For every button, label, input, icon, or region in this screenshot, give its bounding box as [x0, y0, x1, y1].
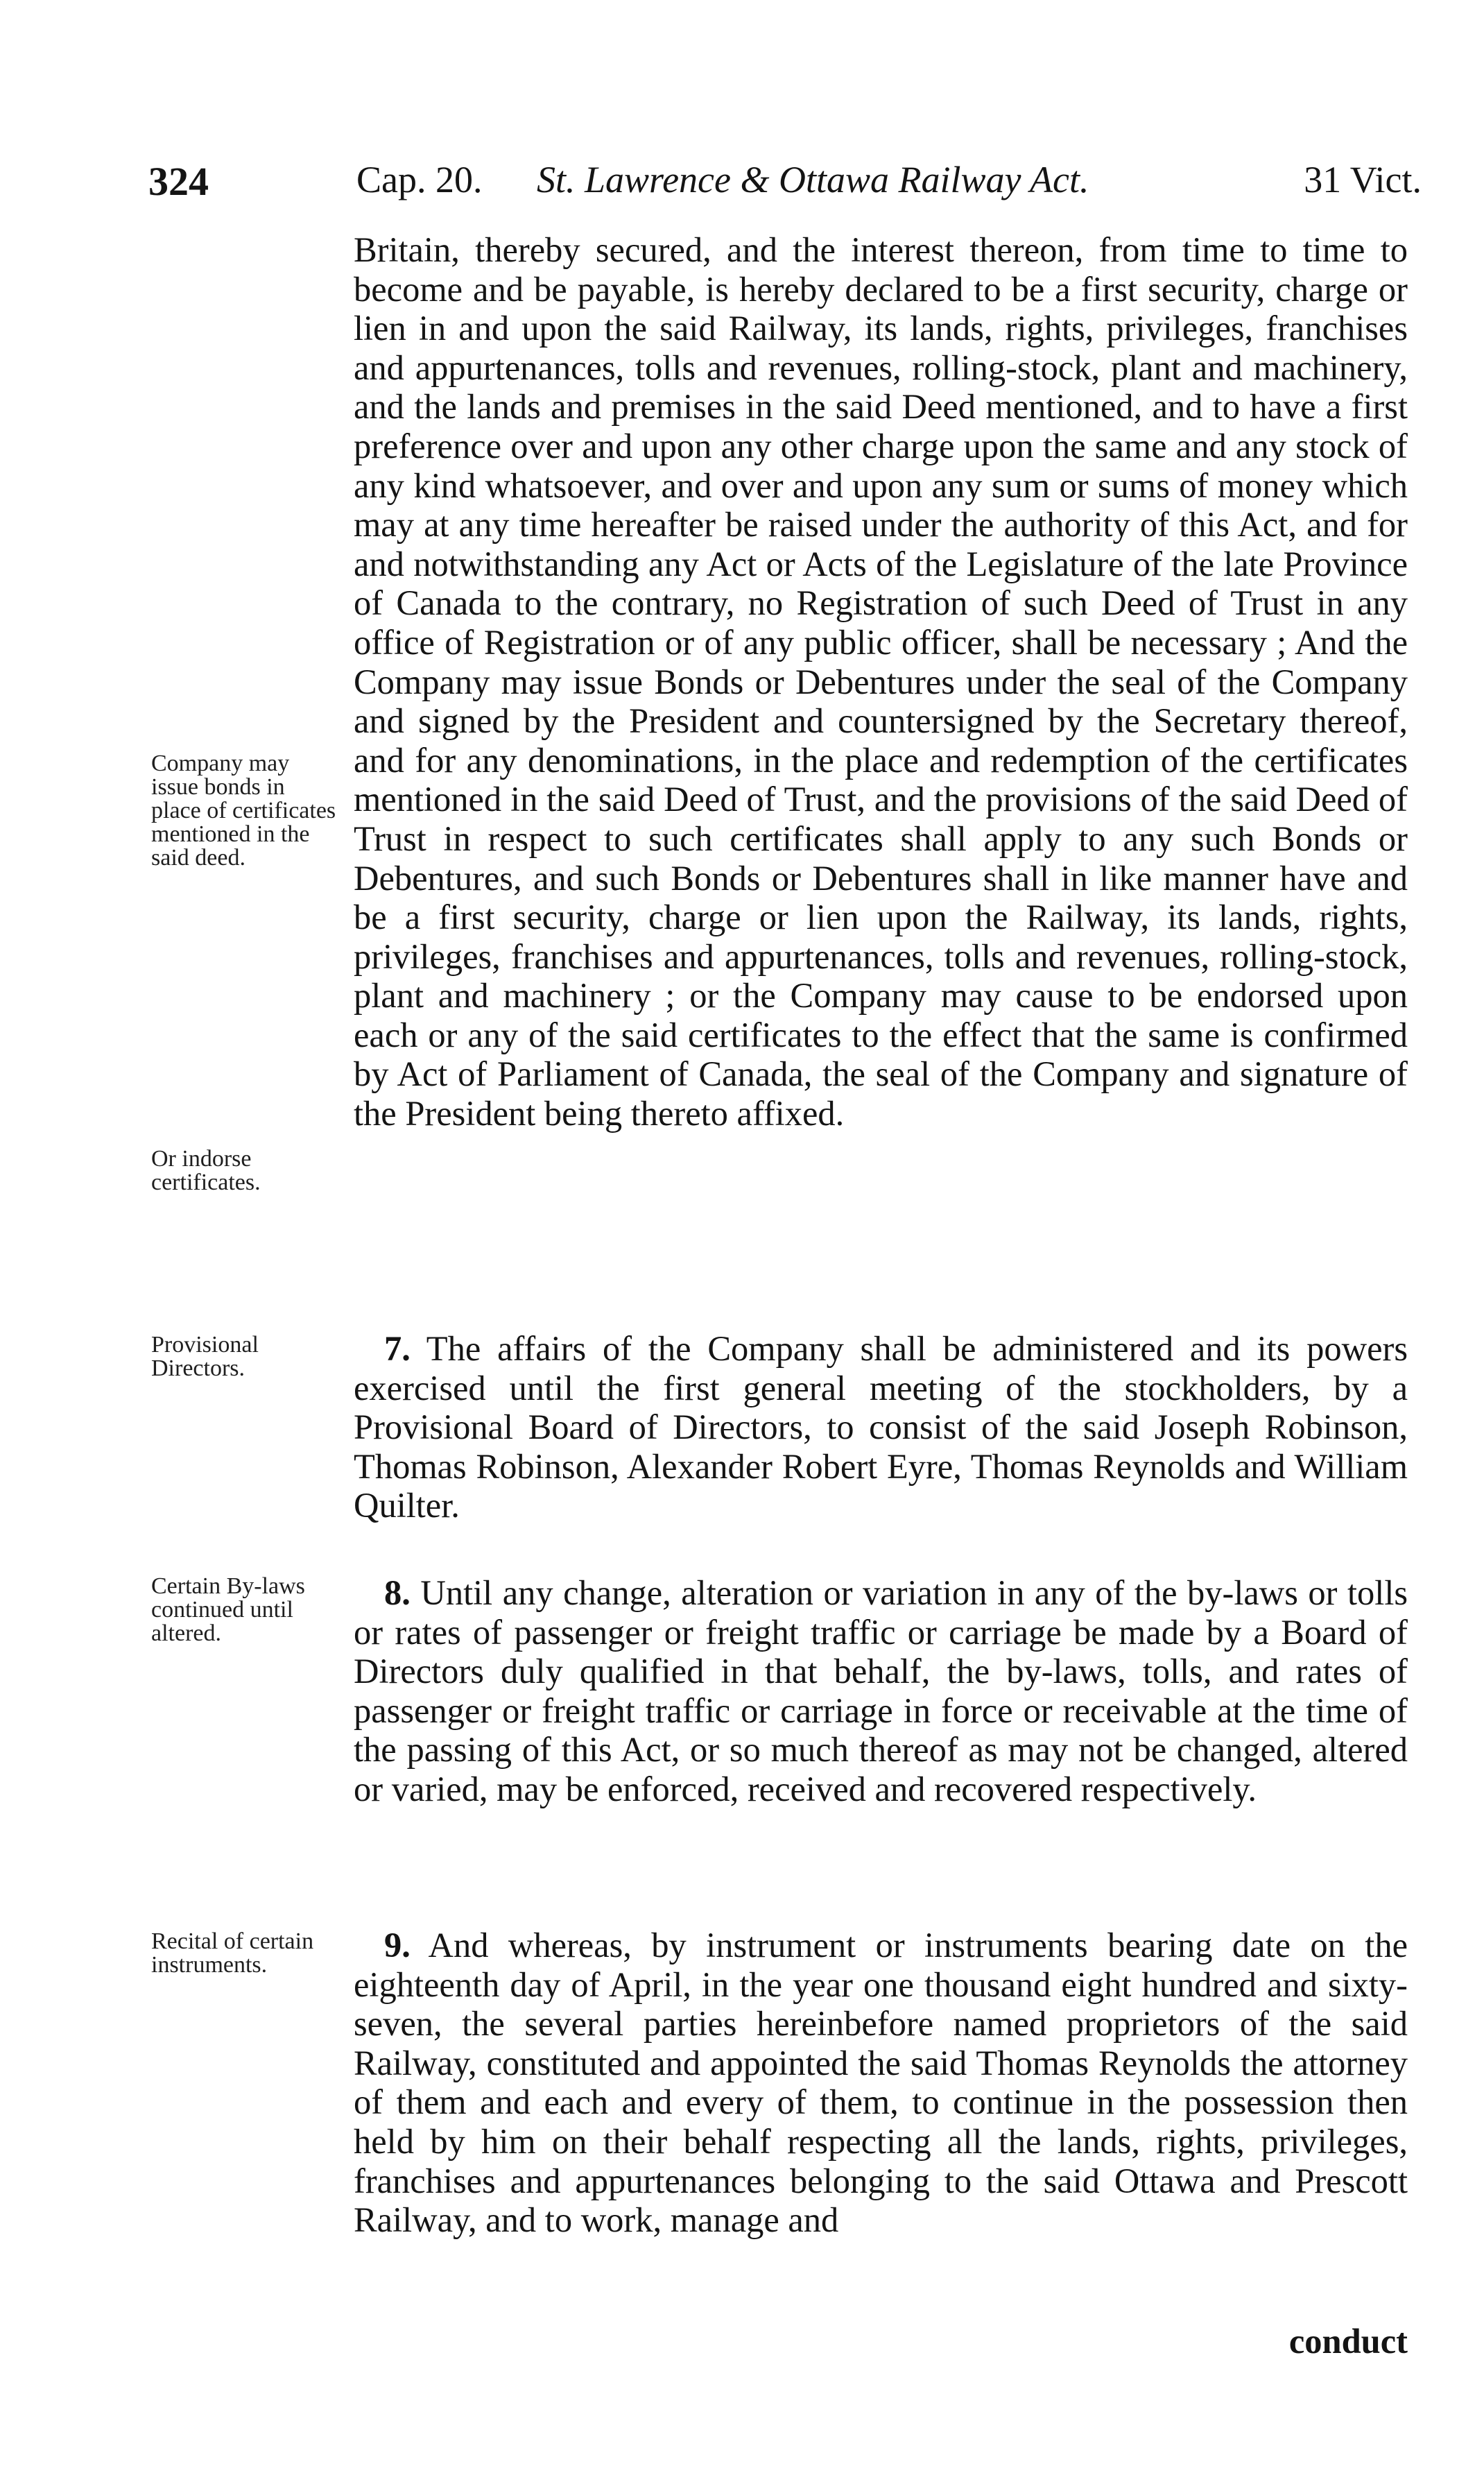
regnal-year: 31 Vict. — [1304, 159, 1422, 200]
page-number: 324 — [148, 159, 209, 204]
section-text: The affairs of the Company shall be administered and its powers exercised until the first general meeting of the stockholders, by a Provisional Board of Directors, to consist of the said Joseph Robinson, Thomas Robinson, Alexander Robert Eyre, Thomas Reynolds and William Quilter. — [354, 1329, 1408, 1525]
margin-note-bylaws: Certain By-laws continued until altered. — [151, 1573, 305, 1646]
margin-note-indorse: Or indorse certificates. — [151, 1146, 261, 1195]
section-text: And whereas, by instrument or instruments bearing date on the eighteenth day of April, in the year one thousand eight hundred and sixty-seven, the several parties hereinbefore named proprietors of the said Railway, constituted and appointed the said Thomas Reynolds the attorney of them and each and every of them, to continue in the possession then held by him on their behalf respecting all the lands, rights, privileges, franchises and appurtenances belonging to the said Ottawa and Prescott Railway, and to work, manage and — [354, 1926, 1408, 2240]
section-number: 8. — [384, 1573, 411, 1612]
margin-note-directors: Provisional Directors. — [151, 1332, 259, 1381]
margin-note-recital: Recital of certain instruments. — [151, 1928, 314, 1978]
section-9 — [354, 1926, 1408, 2240]
section-7 — [354, 1329, 1408, 1525]
section-8 — [354, 1573, 1408, 1809]
opening-paragraph — [354, 230, 1408, 1133]
margin-note-bonds: Company may issue bonds in place of certificates mentioned in the said deed. — [151, 751, 336, 871]
section-text: Until any change, alteration or variation in any of the by-laws or tolls or rates of passenger or freight traffic or carriage be made by a Board of Directors duly qualified in that behalf, the by-laws, tolls, and rates of passenger or freight traffic or carriage in force or receivable at the time of the passing of this Act, or so much thereof as may not be changed, altered or varied, may be enforced, received and recovered respectively. — [354, 1573, 1408, 1808]
opening-paragraph-text: Britain, thereby secured, and the interest thereon, from time to time to become and be payable, is hereby declared to be a first security, charge or lien in and upon the said Railway, its lands, rights, privileges, franchises and appurtenances, tolls and revenues, rolling-stock, plant and machinery, and the lands and premises in the said Deed mentioned, and to have a first preference over and upon any other charge upon the same and any stock of any kind whatsoever, and over and upon any sum or sums of money which may at any time hereafter be raised under the authority of this Act, and for and notwithstanding any Act or Acts of the Legislature of the late Province of Canada to the contrary, no Registration of such Deed of Trust in any office of Registration or of any public officer, shall be necessary ; And the Company may issue Bonds or Debentures under the seal of the Company and signed by the President and countersigned by the Secretary thereof, and for any denominations, in the place and redemption of the certificates mentioned in the said Deed of Trust, and the provisions of the said Deed of Trust in respect to such certificates shall apply to any such Bonds or Debentures, and such Bonds or Debentures shall in like manner have and be a first security, charge or lien upon the Railway, its lands, rights, privileges, franchises and appurtenances, tolls and revenues, rolling-stock, plant and machinery ; or the Company may cause to be endorsed upon each or any of the said certificates to the effect that the same is confirmed by Act of Parliament of Canada, the seal of the Company and signature of the President being thereto affixed. — [354, 230, 1408, 1133]
catchword: conduct — [1288, 2322, 1408, 2361]
running-header — [148, 158, 1422, 207]
chapter-label: Cap. 20. — [356, 159, 483, 200]
section-number: 7. — [384, 1329, 411, 1368]
section-number: 9. — [384, 1926, 411, 1965]
act-title: St. Lawrence & Ottawa Railway Act. — [537, 159, 1089, 200]
